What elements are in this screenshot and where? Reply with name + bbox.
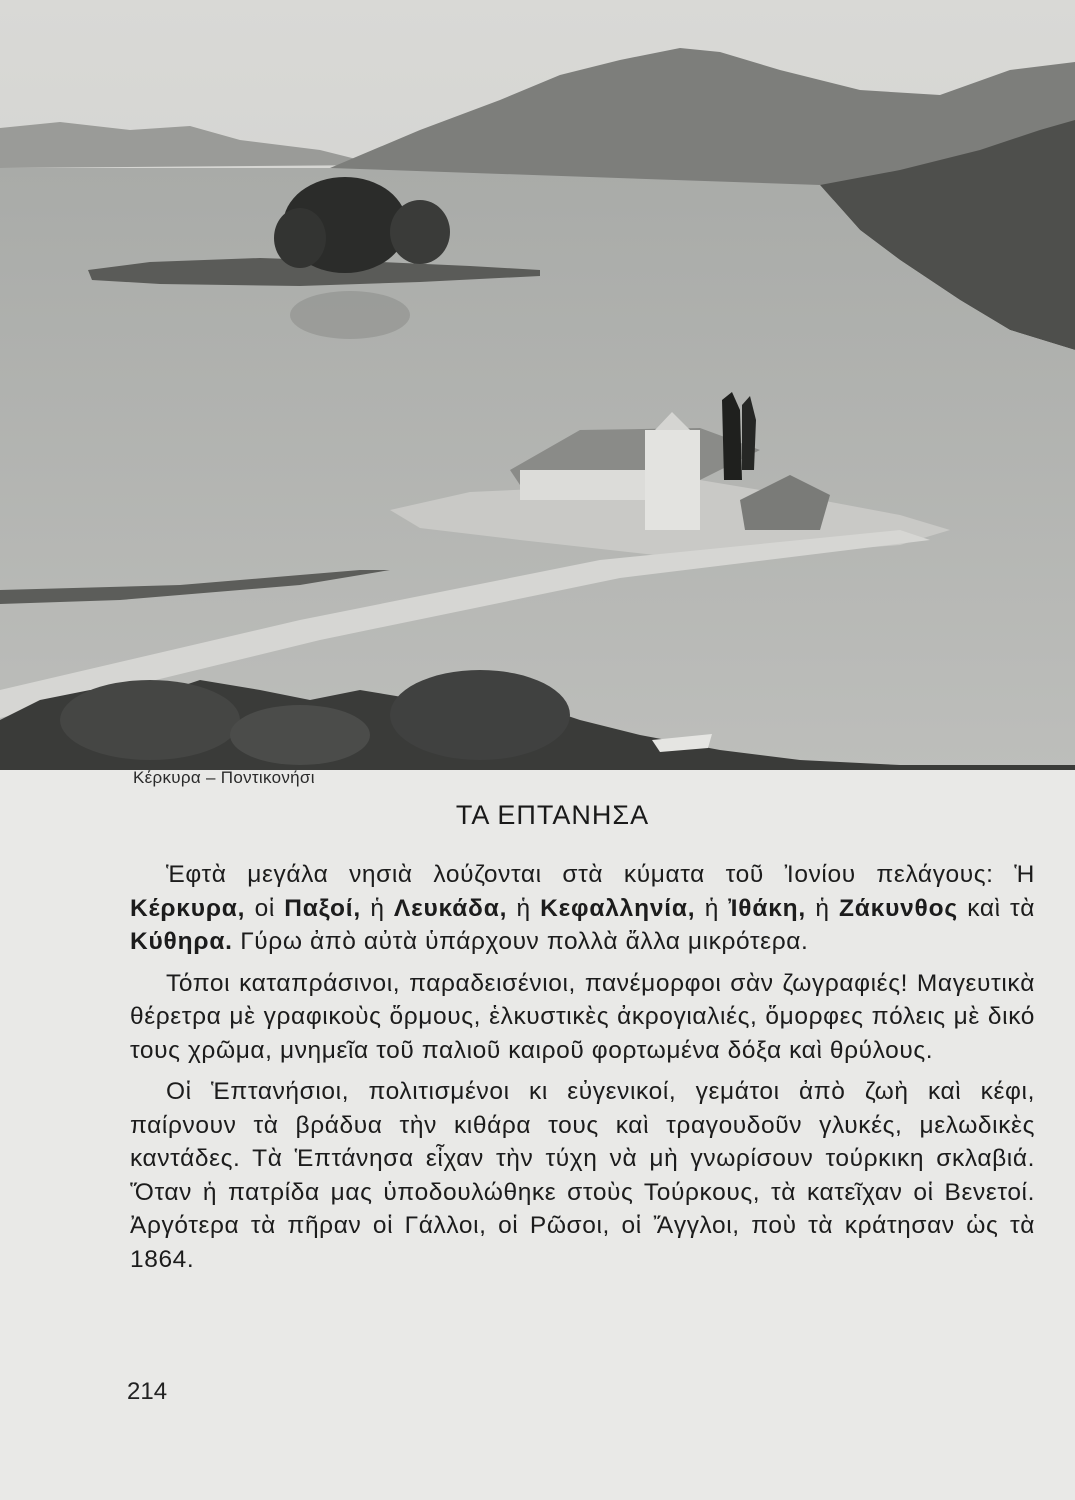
island-name-paxoi: Παξοί, [284, 894, 361, 922]
text-run: ἡ [507, 894, 541, 922]
text-run: ἡ [806, 894, 839, 922]
paragraph-2 [130, 967, 1035, 1068]
page-title: ΤΑ ΕΠΤΑΝΗΣΑ [455, 800, 650, 830]
text-run: ἡ [695, 894, 729, 922]
text-run: οἱ [245, 894, 285, 922]
island-name-lefkada: Λευκάδα, [393, 894, 508, 922]
photo-caption: Κέρκυρα – Ποντικονήσι [133, 768, 315, 787]
text-run: Ἑφτὰ μεγάλα νησιὰ λούζονται στὰ κύματα τοῦ Ἰονίου πελάγους: Ἡ [166, 861, 1035, 888]
text-run: ἡ [360, 894, 394, 922]
island-name-zakynthos: Ζάκυνθος [838, 894, 958, 922]
page-number: 214 [127, 1378, 168, 1405]
paragraph-1 [130, 858, 1035, 959]
body-text [130, 858, 1035, 1284]
island-name-ithaki: Ἰθάκη, [728, 894, 807, 922]
text-run: Γύρω ἀπὸ αὐτὰ ὑπάρχουν πολλὰ ἄλλα μικρότερα. [232, 928, 809, 955]
island-name-kythira: Κύθηρα. [130, 928, 233, 955]
paragraph-3 [130, 1075, 1035, 1276]
island-name-kerkyra: Κέρκυρα, [130, 894, 246, 922]
text-run: Τόποι καταπράσινοι, παραδεισένιοι, πανέμορφοι σὰν ζωγραφιές! Μαγευτικὰ θέρετρα μὲ γραφικοὺς ὅρμους, ἑλκυστικὲς ἀκρογιαλιές, ὅμορφες πόλεις μὲ δικό τους χρῶμα, μνημεῖα τοῦ παλιοῦ καιροῦ φορτωμένα δόξα καὶ θρύλους. [130, 969, 1035, 1064]
text-run: καὶ τὰ [957, 894, 1036, 922]
island-name-kefallinia: Κεφαλληνία, [540, 894, 696, 922]
text-run: Οἱ Ἑπτανήσιοι, πολιτισμένοι κι εὐγενικοί, γεμάτοι ἀπὸ ζωὴ καὶ κέφι, παίρνουν τὰ βράδυα τὴν κιθάρα τους καὶ τραγουδοῦν γλυκές, μελωδικὲς καντάδες. Τὰ Ἑπτάνησα εἶχαν τὴν τύχη νὰ μὴ γνωρίσουν τούρκικη σκλαβιά. Ὅταν ἡ πατρίδα μας ὑποδουλώθηκε στοὺς Τούρκους, τὰ κατεῖχαν οἱ Βενετοί. Ἀργότερα τὰ πῆραν οἱ Γάλλοι, οἱ Ρῶσοι, οἱ Ἄγγλοι, ποὺ τὰ κράτησαν ὡς τὰ 1864. [130, 1078, 1035, 1273]
